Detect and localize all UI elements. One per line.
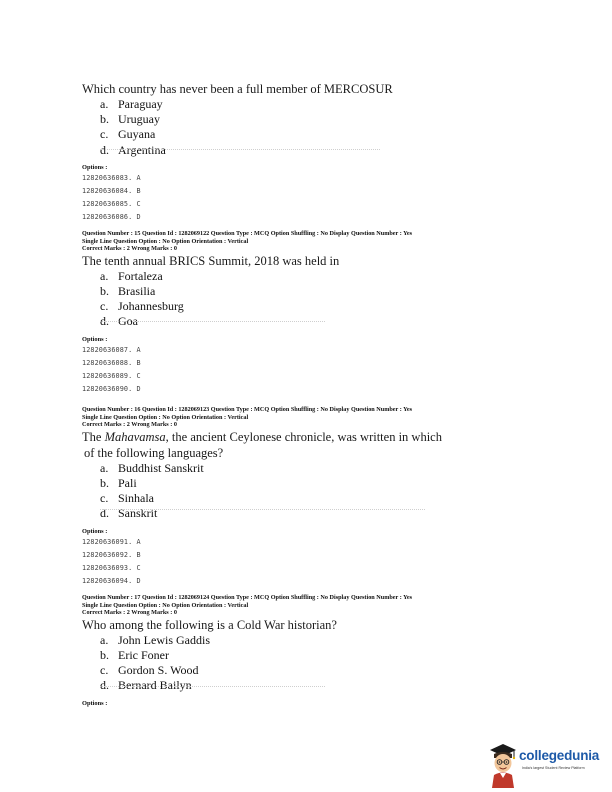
options-label: Options : (82, 163, 108, 171)
option-code: 12820636091. A (82, 537, 141, 546)
option-a: a. Fortaleza (100, 268, 163, 283)
option-d: d. Goa (100, 314, 138, 329)
question-15 (82, 230, 522, 396)
option-code: 12820636094. D (82, 577, 141, 586)
option-a: a. John Lewis Gaddis (100, 632, 210, 647)
options-label: Options : (82, 699, 108, 707)
option-c: c. Gordon S. Wood (100, 663, 199, 678)
question-text: Who among the following is a Cold War historian? (82, 617, 337, 632)
question-meta-orientation: Single Line Question Option : No Option Orientation : Vertical (82, 601, 249, 609)
question-text: The Mahavamsa, the ancient Ceylonese chronicle, was written in which (82, 429, 442, 444)
option-b: b. Eric Foner (100, 647, 169, 662)
option-b: b. Uruguay (100, 112, 160, 127)
divider (100, 321, 325, 322)
question-17 (82, 594, 522, 708)
option-c: c. Guyana (100, 127, 156, 142)
option-c: c. Johannesburg (100, 299, 184, 314)
question-14 (82, 81, 522, 225)
question-16 (82, 406, 522, 588)
options-label: Options : (82, 527, 108, 535)
options-label: Options : (82, 335, 108, 343)
divider (100, 509, 425, 510)
option-code: 12820636085. C (82, 200, 141, 209)
question-marks: Correct Marks : 2 Wrong Marks : 0 (82, 609, 177, 617)
question-marks: Correct Marks : 2 Wrong Marks : 0 (82, 421, 177, 429)
brand-name: collegedunia (519, 748, 600, 763)
brand-tagline: India's largest Student Review Platform (522, 766, 585, 770)
option-a: a. Paraguay (100, 97, 163, 111)
question-meta-orientation: Single Line Question Option : No Option Orientation : Vertical (82, 413, 249, 421)
option-b: b. Brasilia (100, 283, 156, 298)
option-d: d. Bernard Bailyn (100, 678, 192, 693)
option-code: 12820636093. C (82, 564, 141, 572)
option-code: 12820636086. D (82, 213, 141, 222)
option-d: d. Argentina (100, 142, 166, 157)
option-code: 12820636087. A (82, 345, 141, 354)
question-meta: Question Number : 17 Question Id : 1282069124 Question Type : MCQ Option Shuffling : No Display Question Number : Yes (82, 594, 413, 601)
option-d: d. Sanskrit (100, 506, 158, 521)
option-b: b. Pali (100, 475, 137, 490)
option-code: 12820636092. B (82, 550, 141, 559)
divider (100, 686, 325, 687)
option-a: a. Buddhist Sanskrit (100, 460, 204, 475)
question-text-line2: of the following languages? (84, 445, 224, 460)
question-meta: Question Number : 15 Question Id : 1282069122 Question Type : MCQ Option Shuffling : No Display Question Number : Yes (82, 230, 413, 237)
option-code: 12820636083. A (82, 173, 141, 182)
option-code: 12820636090. D (82, 385, 141, 394)
student-mascot-icon (488, 742, 518, 788)
option-code: 12820636088. B (82, 358, 141, 367)
collegedunia-logo (494, 738, 612, 792)
question-text: Which country has never been a full member of MERCOSUR (82, 82, 393, 96)
question-text: The tenth annual BRICS Summit, 2018 was held in (82, 253, 340, 268)
question-meta: Question Number : 16 Question Id : 1282069123 Question Type : MCQ Option Shuffling : No Display Question Number : Yes (82, 406, 413, 413)
question-meta-orientation: Single Line Question Option : No Option Orientation : Vertical (82, 237, 249, 245)
option-c: c. Sinhala (100, 491, 154, 506)
option-code: 12820636089. C (82, 372, 141, 380)
question-marks: Correct Marks : 2 Wrong Marks : 0 (82, 245, 177, 253)
divider (100, 149, 380, 150)
option-code: 12820636084. B (82, 187, 141, 196)
